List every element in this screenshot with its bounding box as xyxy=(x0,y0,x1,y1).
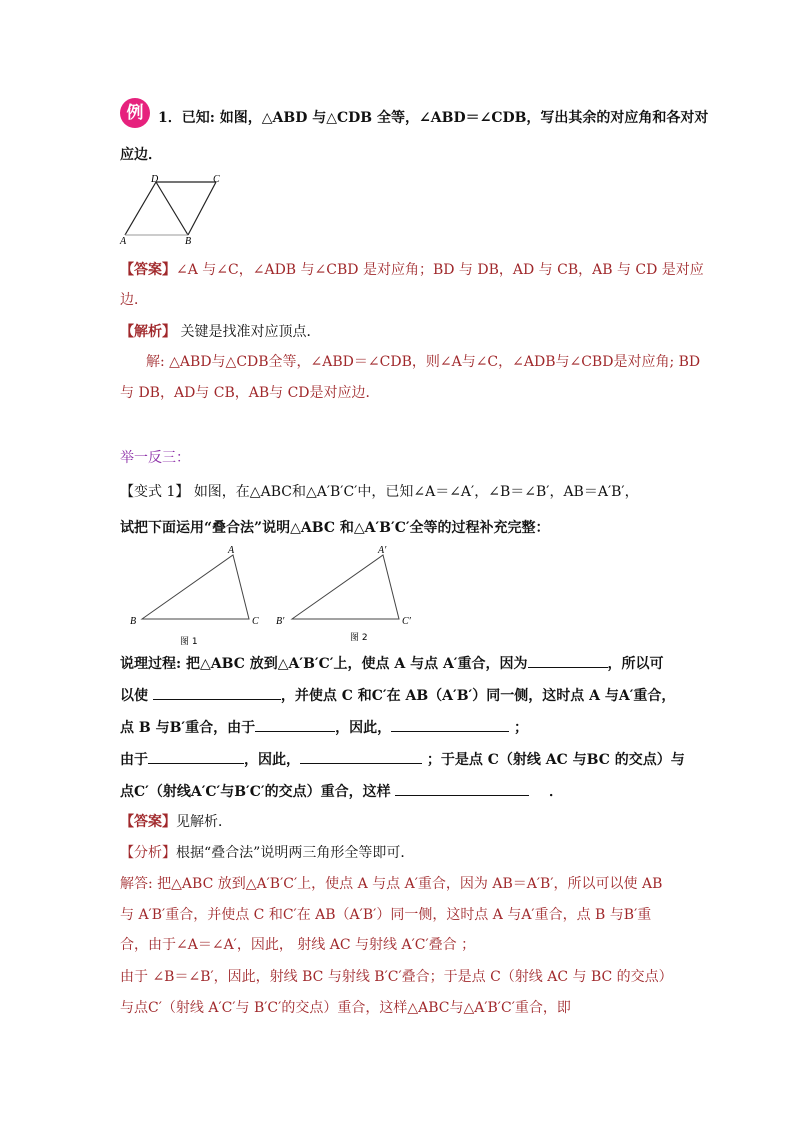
fig1-caption: 图 1 xyxy=(180,637,198,647)
fig2-caption: 图 2 xyxy=(350,633,368,643)
variant-answer-text: 见解析． xyxy=(176,814,232,830)
process-text: 以使 xyxy=(120,688,148,704)
fig2-label-b: B′ xyxy=(276,616,285,627)
process-line-4 xyxy=(120,749,685,770)
label-b: B xyxy=(185,236,192,247)
process-line-5 xyxy=(120,781,563,802)
variant-answer-line xyxy=(120,812,232,832)
variant-line-2: 试把下面运用“叠合法”说明△ABC 和△A′B′C′全等的过程补充完整： xyxy=(120,520,550,536)
analysis-tag: 【解析】 xyxy=(120,324,176,340)
blank-5[interactable] xyxy=(148,749,244,764)
process-text: ； xyxy=(513,720,528,736)
label-d: D xyxy=(151,174,159,185)
blank-2[interactable] xyxy=(153,685,281,700)
process-line-1 xyxy=(120,653,664,674)
variant-analysis-tag: 【分析】 xyxy=(120,845,176,861)
variant-solution-line-1: 解答: 把△ABC 放到△A′B′C′上，使点 A 与点 A′重合，因为 AB＝A′B′，所以可以使 AB xyxy=(120,876,663,892)
analysis-line xyxy=(120,322,320,342)
process-text: 由于 xyxy=(120,752,148,768)
process-text: ；于是点 C（射线 AC 与BC 的交点）与 xyxy=(426,752,685,768)
solution-line-1: 解: △ABD与△CDB全等，∠ABD＝∠CDB，则∠A与∠C，∠ADB与∠CBD是对应角; BD xyxy=(146,354,701,370)
triangle-figures xyxy=(120,540,430,650)
process-text: ，因此， xyxy=(335,720,392,736)
edge-db xyxy=(156,182,188,235)
solution-line-2: 与 DB，AD与 CB，AB与 CD是对应边． xyxy=(120,385,380,401)
blank-6[interactable] xyxy=(300,749,422,764)
question-line-1: 1．已知: 如图，△ABD 与△CDB 全等，∠ABD＝∠CDB，写出其余的对应角和各对对 xyxy=(158,110,709,126)
variant-solution-line-2: 与 A′B′重合，并使点 C 和C′在 AB（A′B′）同一侧，这时点 A 与A′重合，点 B 与B′重 xyxy=(120,907,652,923)
variant-tag: 【变式 1】 xyxy=(120,484,190,500)
answer-text: ∠A 与∠C，∠ADB 与∠CBD 是对应角；BD 与 DB，AD 与 CB，AB 与 CD 是对应 xyxy=(176,262,704,278)
variant-solution-line-5: 与点C′（射线 A′C′与 B′C′的交点）重合，这样△ABC与△A′B′C′重合，即 xyxy=(120,1000,571,1016)
variant-solution-line-3: 合，由于∠A＝∠A′，因此， 射线 AC 与射线 A′C′叠合 ； xyxy=(120,937,476,953)
process-text: 点 B 与B′重合，由于 xyxy=(120,720,256,736)
fig1-label-a: A xyxy=(228,545,235,556)
blank-1[interactable] xyxy=(528,653,608,668)
quadrilateral-figure xyxy=(118,172,228,248)
example-badge: 例 xyxy=(120,98,150,128)
blank-3[interactable] xyxy=(255,717,335,732)
process-line-3 xyxy=(120,717,528,738)
fig1-label-c: C xyxy=(252,616,259,627)
process-text: ，因此， xyxy=(244,752,300,768)
variant-answer-tag: 【答案】 xyxy=(120,814,176,830)
process-line-2 xyxy=(120,685,675,706)
question-line-2: 应边． xyxy=(120,147,162,163)
fig2-label-a: A′ xyxy=(378,545,387,556)
variant-analysis-line xyxy=(120,843,414,863)
triangle-a1b1c1 xyxy=(292,555,399,619)
variant-analysis-text: 根据“叠合法”说明两三角形全等即可． xyxy=(176,845,415,861)
answer-line-1 xyxy=(120,260,704,280)
variant-text: 如图，在△ABC和△A′B′C′中，已知∠A＝∠A′，∠B＝∠B′，AB＝A′B′， xyxy=(193,484,639,500)
blank-7[interactable] xyxy=(395,781,529,796)
edge-cb xyxy=(188,182,216,235)
blank-4[interactable] xyxy=(391,717,509,732)
process-text: ． xyxy=(548,784,563,800)
process-text: 点C′（射线A′C′与B′C′的交点）重合，这样 xyxy=(120,784,391,800)
analysis-text: 关键是找准对应顶点． xyxy=(180,324,321,340)
answer-tag: 【答案】 xyxy=(120,262,176,278)
section-title: 举一反三： xyxy=(120,450,190,466)
variant-line-1 xyxy=(120,482,639,502)
process-text: 说理过程: 把△ABC 放到△A′B′C′上，使点 A 与点 A′重合，因为 xyxy=(120,656,528,672)
process-text: ，并使点 C 和C′在 AB（A′B′）同一侧，这时点 A 与A′重合， xyxy=(280,688,676,704)
fig2-label-c: C′ xyxy=(402,616,411,627)
fig1-label-b: B xyxy=(130,616,137,627)
process-text: ，所以可 xyxy=(607,656,664,672)
label-a: A xyxy=(120,236,127,247)
edge-ad xyxy=(125,182,156,235)
answer-line-2: 边． xyxy=(120,292,148,308)
triangle-abc xyxy=(142,555,249,619)
variant-solution-line-4: 由于 ∠B＝∠B′，因此，射线 BC 与射线 B′C′叠合；于是点 C（射线 AC 与 BC 的交点） xyxy=(120,969,673,985)
label-c: C xyxy=(213,174,220,185)
